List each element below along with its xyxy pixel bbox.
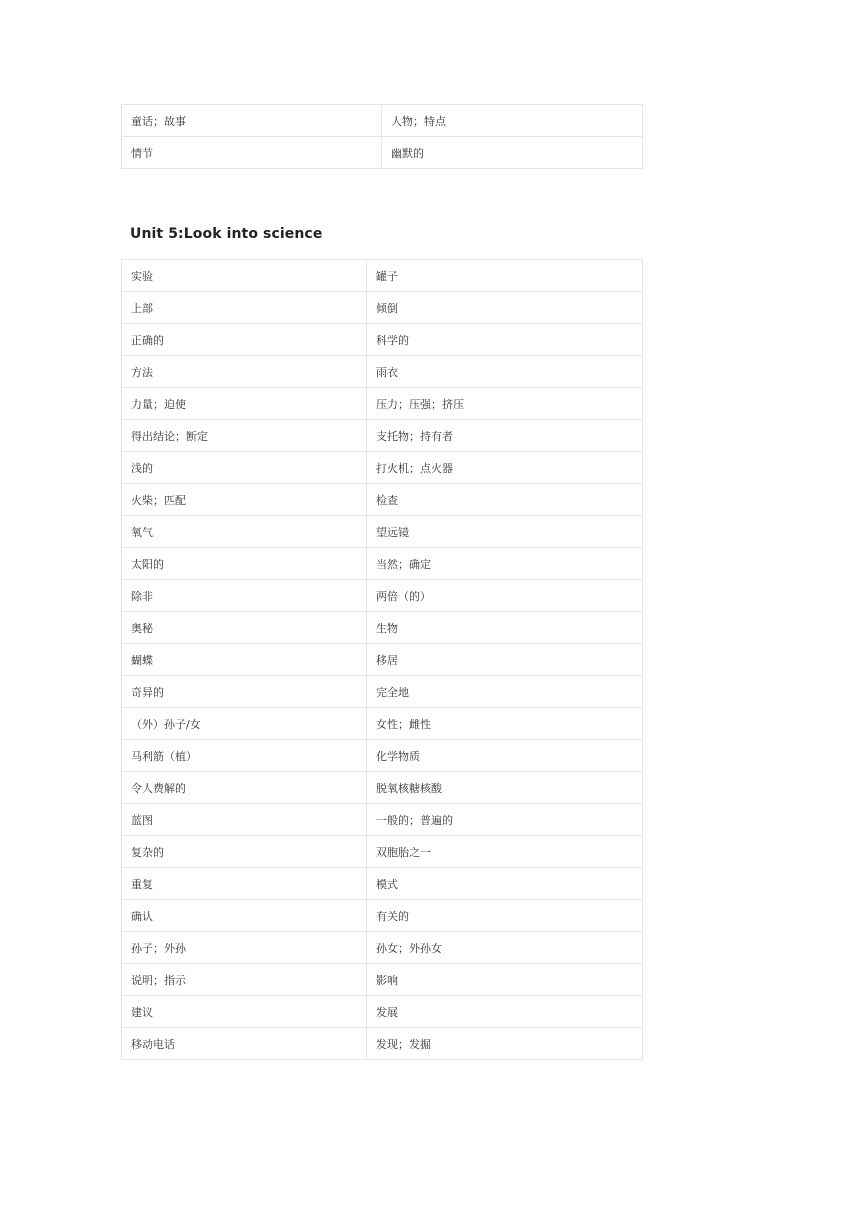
table-cell-meaning-left: 童话；故事 bbox=[122, 105, 382, 137]
table-cell-meaning-left: 除非 bbox=[122, 580, 367, 612]
table-cell-meaning-right: 科学的 bbox=[367, 324, 643, 356]
table-row bbox=[122, 452, 643, 484]
table-cell-meaning-left: 孙子；外孙 bbox=[122, 932, 367, 964]
table-cell-meaning-right: 罐子 bbox=[367, 260, 643, 292]
table-cell-meaning-left: 建议 bbox=[122, 996, 367, 1028]
vocab-table-top bbox=[121, 104, 643, 169]
table-cell-meaning-right: 检查 bbox=[367, 484, 643, 516]
table-row bbox=[122, 484, 643, 516]
table-cell-meaning-right: 雨衣 bbox=[367, 356, 643, 388]
table-cell-meaning-right: 幽默的 bbox=[382, 137, 643, 169]
table-cell-meaning-left: 氧气 bbox=[122, 516, 367, 548]
table-row bbox=[122, 420, 643, 452]
table-cell-meaning-right: 望远镜 bbox=[367, 516, 643, 548]
table-cell-meaning-right: 完全地 bbox=[367, 676, 643, 708]
table-row bbox=[122, 900, 643, 932]
table-row bbox=[122, 548, 643, 580]
table-row bbox=[122, 137, 643, 169]
table-cell-meaning-left: 得出结论；断定 bbox=[122, 420, 367, 452]
table-cell-meaning-right: 两倍（的） bbox=[367, 580, 643, 612]
table-cell-meaning-left: 实验 bbox=[122, 260, 367, 292]
table-cell-meaning-left: 移动电话 bbox=[122, 1028, 367, 1060]
table-row bbox=[122, 356, 643, 388]
table-row bbox=[122, 260, 643, 292]
table-cell-meaning-right: 发展 bbox=[367, 996, 643, 1028]
table-cell-meaning-right: 孙女；外孙女 bbox=[367, 932, 643, 964]
table-row bbox=[122, 740, 643, 772]
table-row bbox=[122, 388, 643, 420]
table-row bbox=[122, 612, 643, 644]
section-title-unit5: Unit 5:Look into science bbox=[130, 226, 323, 242]
table-cell-meaning-right: 发现；发掘 bbox=[367, 1028, 643, 1060]
vocab-table-top-body bbox=[122, 105, 643, 169]
table-cell-meaning-left: 重复 bbox=[122, 868, 367, 900]
table-cell-meaning-left: 情节 bbox=[122, 137, 382, 169]
table-row bbox=[122, 932, 643, 964]
table-cell-meaning-right: 有关的 bbox=[367, 900, 643, 932]
table-row bbox=[122, 324, 643, 356]
table-cell-meaning-right: 当然；确定 bbox=[367, 548, 643, 580]
table-row bbox=[122, 964, 643, 996]
table-cell-meaning-right: 生物 bbox=[367, 612, 643, 644]
table-cell-meaning-left: 说明；指示 bbox=[122, 964, 367, 996]
table-cell-meaning-left: 浅的 bbox=[122, 452, 367, 484]
table-row bbox=[122, 708, 643, 740]
table-cell-meaning-right: 倾倒 bbox=[367, 292, 643, 324]
table-cell-meaning-right: 双胞胎之一 bbox=[367, 836, 643, 868]
table-row bbox=[122, 105, 643, 137]
table-cell-meaning-left: 奥秘 bbox=[122, 612, 367, 644]
table-row bbox=[122, 868, 643, 900]
table-cell-meaning-right: 人物；特点 bbox=[382, 105, 643, 137]
table-cell-meaning-left: 确认 bbox=[122, 900, 367, 932]
table-cell-meaning-right: 支托物；持有者 bbox=[367, 420, 643, 452]
table-row bbox=[122, 644, 643, 676]
table-cell-meaning-right: 移居 bbox=[367, 644, 643, 676]
table-cell-meaning-right: 化学物质 bbox=[367, 740, 643, 772]
table-row bbox=[122, 580, 643, 612]
table-row bbox=[122, 1028, 643, 1060]
table-cell-meaning-right: 压力；压强；挤压 bbox=[367, 388, 643, 420]
table-cell-meaning-left: 蓝图 bbox=[122, 804, 367, 836]
table-cell-meaning-left: 上部 bbox=[122, 292, 367, 324]
table-cell-meaning-left: 令人费解的 bbox=[122, 772, 367, 804]
table-cell-meaning-left: 正确的 bbox=[122, 324, 367, 356]
table-cell-meaning-right: 女性；雌性 bbox=[367, 708, 643, 740]
table-row bbox=[122, 292, 643, 324]
table-cell-meaning-left: 方法 bbox=[122, 356, 367, 388]
table-cell-meaning-left: 力量；迫使 bbox=[122, 388, 367, 420]
table-cell-meaning-left: 太阳的 bbox=[122, 548, 367, 580]
vocab-table-unit5-body bbox=[122, 260, 643, 1060]
table-cell-meaning-left: 火柴；匹配 bbox=[122, 484, 367, 516]
vocab-table-unit5 bbox=[121, 259, 643, 1060]
table-row bbox=[122, 804, 643, 836]
table-row bbox=[122, 676, 643, 708]
table-cell-meaning-right: 一般的；普遍的 bbox=[367, 804, 643, 836]
table-cell-meaning-right: 脱氧核糖核酸 bbox=[367, 772, 643, 804]
table-cell-meaning-left: 复杂的 bbox=[122, 836, 367, 868]
table-row bbox=[122, 836, 643, 868]
table-cell-meaning-right: 打火机；点火器 bbox=[367, 452, 643, 484]
table-row bbox=[122, 996, 643, 1028]
table-row bbox=[122, 516, 643, 548]
table-cell-meaning-left: 马利筋（植） bbox=[122, 740, 367, 772]
table-row bbox=[122, 772, 643, 804]
table-cell-meaning-right: 影响 bbox=[367, 964, 643, 996]
table-cell-meaning-left: 蝴蝶 bbox=[122, 644, 367, 676]
table-cell-meaning-left: （外）孙子/女 bbox=[122, 708, 367, 740]
table-cell-meaning-right: 模式 bbox=[367, 868, 643, 900]
table-cell-meaning-left: 奇异的 bbox=[122, 676, 367, 708]
